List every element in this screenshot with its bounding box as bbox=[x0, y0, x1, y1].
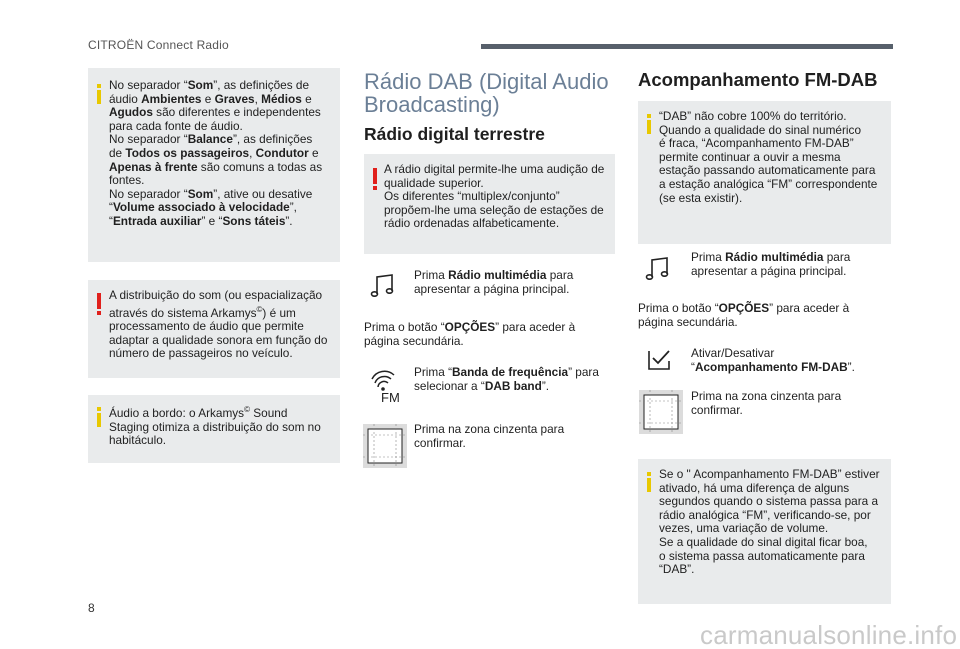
text-line: permite continuar a ouvir a mesma bbox=[659, 149, 841, 164]
text-line: de Todos os passageiros, Condutor e bbox=[109, 145, 319, 160]
step-confirm bbox=[691, 390, 891, 417]
text-line: Prima o botão “OPÇÕES” para aceder à bbox=[364, 320, 576, 334]
info-box-sound-settings bbox=[88, 68, 340, 262]
radio-fm-icon bbox=[364, 366, 408, 406]
text-line: Prima Rádio multimédia para bbox=[414, 268, 574, 282]
text-line: estação passando automaticamente para bbox=[659, 163, 876, 178]
text-line: Áudio a bordo: o Arkamys© Sound bbox=[109, 405, 288, 420]
info-box-audio bbox=[88, 395, 340, 463]
warning-box-arkamys bbox=[88, 280, 340, 378]
text-line: Quando a qualidade do sinal numérico bbox=[659, 122, 861, 137]
text-line: selecionar a “DAB band”. bbox=[414, 378, 550, 393]
text-line: “DAB” não cobre 100% do território. bbox=[659, 109, 847, 123]
svg-text:FM: FM bbox=[381, 390, 400, 405]
text-line: áudio Ambientes e Graves, Médios e bbox=[109, 91, 312, 106]
header-bar bbox=[481, 44, 893, 49]
warning-text bbox=[109, 289, 337, 361]
manual-header-title: CITROËN Connect Radio bbox=[88, 38, 229, 52]
text-line: No separador “Som”, ative ou desative bbox=[109, 186, 313, 201]
text-line: Staging otimiza a distribuição do som no bbox=[109, 419, 321, 434]
warning-box-digital-radio bbox=[364, 154, 615, 254]
text-line: No separador “Balance”, as definições bbox=[109, 132, 313, 147]
text-line: vezes, uma variação de volume. bbox=[659, 521, 829, 536]
text-line: o sistema passa automaticamente para bbox=[659, 548, 865, 563]
info-box-fm-dab bbox=[638, 101, 891, 244]
text-line: segundos quando o sistema passa para a bbox=[659, 494, 879, 509]
confirm-zone-icon bbox=[638, 389, 684, 435]
text-line: (se esta existir). bbox=[659, 190, 743, 205]
text-line: Prima na zona cinzenta para bbox=[414, 422, 565, 436]
text-line: “Volume associado à velocidade”, bbox=[109, 200, 297, 215]
text-line: página secundária. bbox=[638, 314, 738, 329]
step-radio-multimedia bbox=[691, 251, 891, 278]
text-line: “Entrada auxiliar” e “Sons táteis”. bbox=[109, 213, 293, 228]
text-line: apresentar a página principal. bbox=[414, 281, 570, 296]
text-line: Apenas à frente são comuns a todas as bbox=[109, 159, 323, 174]
text-line: rádio analógica “FM”, verificando-se, por bbox=[659, 507, 871, 522]
info-text bbox=[659, 110, 889, 205]
text-line: qualidade superior. bbox=[384, 175, 484, 190]
text-line: Prima “Banda de frequência” para bbox=[414, 365, 599, 379]
text-line: adaptar a qualidade sonora em função do bbox=[109, 332, 328, 347]
info-text bbox=[659, 468, 889, 577]
text-line: para cada fonte de áudio. bbox=[109, 118, 243, 133]
text-line: fontes. bbox=[109, 173, 145, 188]
text-line: No separador “Som”, as definições de bbox=[109, 78, 310, 92]
page-number: 8 bbox=[88, 601, 95, 615]
text-line: confirmar. bbox=[691, 402, 743, 417]
step-confirm bbox=[414, 423, 614, 450]
text-line: apresentar a página principal. bbox=[691, 263, 847, 278]
text-line: através do sistema Arkamys©) é um bbox=[109, 304, 296, 320]
step-frequency-band bbox=[414, 366, 614, 393]
watermark: carmanualsonline.info bbox=[700, 620, 958, 649]
text-line: A distribuição do som (ou espacialização bbox=[109, 288, 323, 302]
text-line: Prima o botão “OPÇÕES” para aceder à bbox=[638, 301, 850, 315]
text-line: número de passageiros no veículo. bbox=[109, 346, 293, 361]
text-line: propõem-lhe uma seleção de estações de bbox=[384, 202, 604, 217]
text-line: “DAB”. bbox=[659, 562, 695, 577]
text-line: Prima na zona cinzenta para bbox=[691, 389, 842, 403]
text-line: Os diferentes “multiplex/conjunto” bbox=[384, 189, 560, 204]
music-note-icon bbox=[368, 270, 398, 300]
info-text bbox=[109, 403, 337, 448]
step-toggle-fm-dab bbox=[691, 347, 891, 374]
section-title-dab: Rádio DAB (Digital Audio Broadcasting) bbox=[364, 69, 609, 117]
text-line: A rádio digital permite-lhe uma audição de bbox=[384, 162, 605, 176]
text-line: Prima Rádio multimédia para bbox=[691, 250, 851, 264]
text-line: Se a qualidade do sinal digital ficar boa, bbox=[659, 534, 868, 549]
text-line: Se o " Acompanhamento FM-DAB” estiver bbox=[659, 467, 880, 481]
text-line: é fraca, “Acompanhamento FM-DAB” bbox=[659, 136, 854, 151]
options-instruction bbox=[638, 302, 891, 329]
text-line: “Acompanhamento FM-DAB”. bbox=[691, 359, 855, 374]
text-line: a estação analógica “FM” correspondente bbox=[659, 176, 878, 191]
text-line: processamento de áudio que permite bbox=[109, 319, 304, 334]
section-title-fm-dab: Acompanhamento FM-DAB bbox=[638, 69, 878, 90]
info-text bbox=[109, 79, 337, 229]
text-line: rádio ordenadas alfabeticamente. bbox=[384, 216, 560, 231]
confirm-zone-icon bbox=[362, 423, 408, 469]
music-note-icon bbox=[643, 253, 673, 283]
text-line: ativado, há uma diferença de alguns bbox=[659, 480, 850, 495]
text-line: página secundária. bbox=[364, 333, 464, 348]
text-line: Agudos são diferentes e independentes bbox=[109, 105, 321, 120]
text-line: confirmar. bbox=[414, 435, 466, 450]
step-radio-multimedia bbox=[414, 269, 614, 296]
warning-text bbox=[384, 163, 612, 231]
info-box-fm-dab-delay bbox=[638, 459, 891, 604]
text-line: habitáculo. bbox=[109, 433, 167, 448]
options-instruction bbox=[364, 321, 614, 348]
subsection-title: Rádio digital terrestre bbox=[364, 124, 545, 144]
checkbox-check-icon bbox=[645, 347, 673, 373]
text-line: Ativar/Desativar bbox=[691, 346, 775, 360]
